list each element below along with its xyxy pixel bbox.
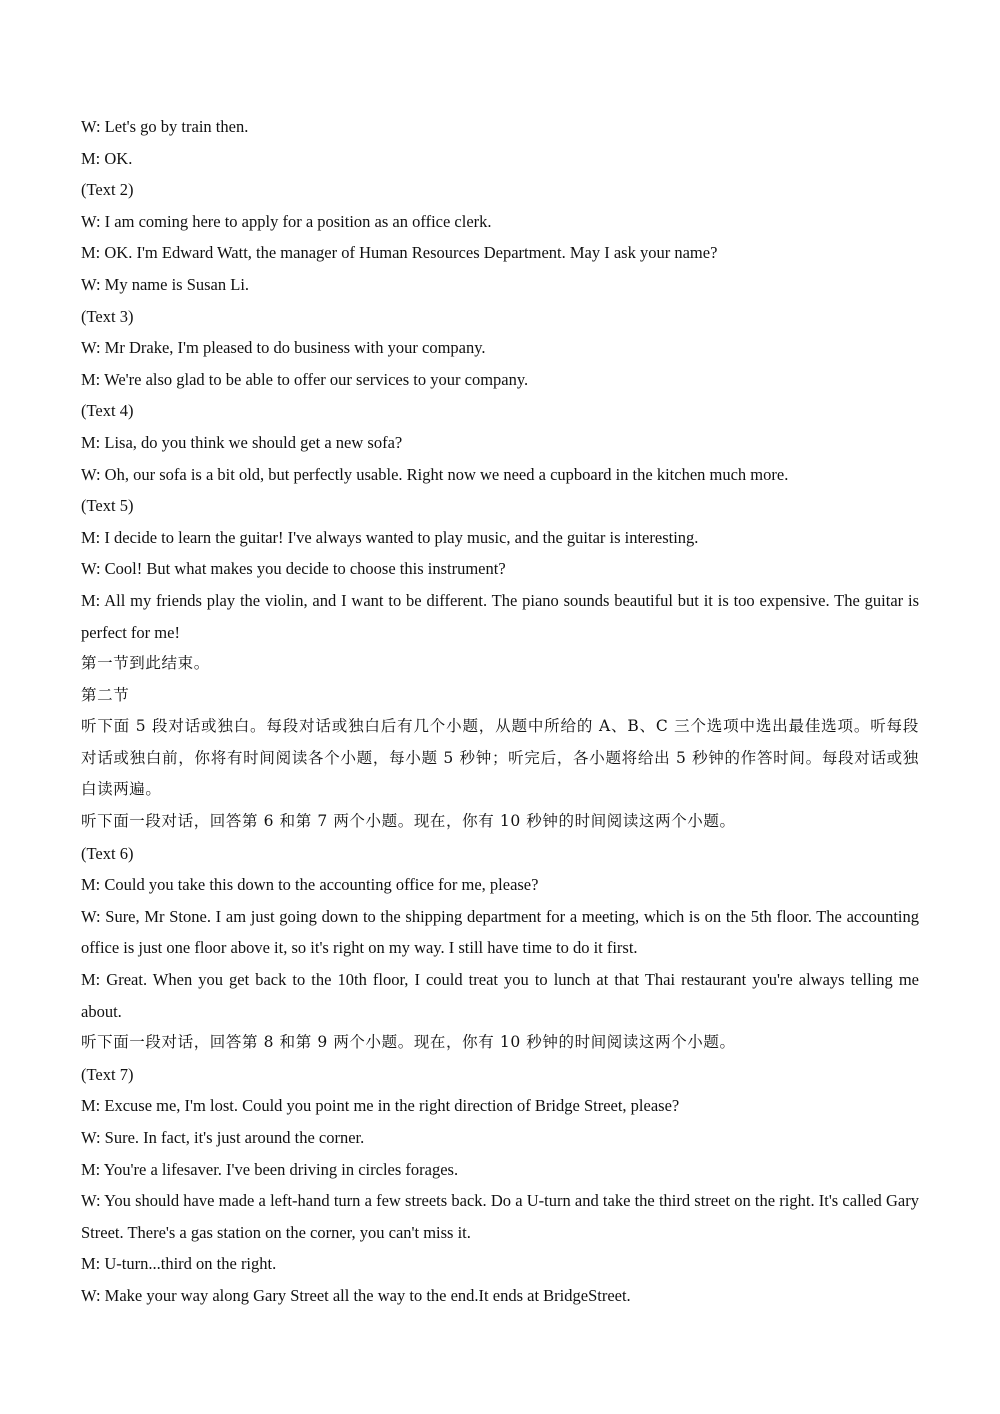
dialogue-line: M: Excuse me, I'm lost. Could you point me in the right direction of Bridge Street, please? [81, 1096, 680, 1116]
section-instructions: 听下面 5 段对话或独白。每段对话或独白后有几个小题，从题中所给的 A、B、C 三个选项中选出最佳选项。听每段对话或独白前，你将有时间阅读各个小题，每小题 5 秒钟；听完后，各小题将给出 5 秒钟的作答时间。每段对话或独白读两遍。 [81, 717, 919, 799]
section-title: 第二节 [81, 685, 130, 704]
dialogue-line: M: All my friends play the violin, and I want to be different. The piano sounds beautiful but it is too expensive. The guitar is perfect for me! [81, 590, 919, 642]
dialogue-line: W: My name is Susan Li. [81, 274, 250, 294]
section-end-note: 第一节到此结束。 [81, 654, 210, 673]
dialogue-line: W: Sure. In fact, it's just around the corner. [81, 1128, 365, 1147]
section-heading-text-7: (Text 7) [81, 1064, 134, 1084]
dialogue-line: W: Sure, Mr Stone. I am just going down to the shipping department for a meeting, which is on the 5th floor. The accounting office is just one floor above it, so it's right on my way. I still have time to do it first. [81, 906, 919, 958]
dialogue-line: M: OK. [81, 148, 133, 168]
dialogue-line: M: Lisa, do you think we should get a new sofa? [81, 432, 403, 452]
dialogue-line: W: Mr Drake, I'm pleased to do business with your company. [81, 338, 486, 358]
dialogue-line: M: OK. I'm Edward Watt, the manager of Human Resources Department. May I ask your name? [81, 243, 718, 263]
section-heading-text-6: (Text 6) [81, 843, 134, 863]
dialogue-line: W: Oh, our sofa is a bit old, but perfectly usable. Right now we need a cupboard in the kitchen much more. [81, 464, 789, 484]
question-instruction: 听下面一段对话，回答第 8 和第 9 两个小题。现在，你有 10 秒钟的时间阅读这两个小题。 [81, 1033, 736, 1052]
dialogue-line: M: We're also glad to be able to offer our services to your company. [81, 369, 529, 389]
dialogue-line: M: I decide to learn the guitar! I've always wanted to play music, and the guitar is interesting. [81, 527, 699, 547]
section-heading-text-2: (Text 2) [81, 180, 134, 200]
dialogue-line: M: You're a lifesaver. I've been driving in circles forages. [81, 1159, 459, 1179]
dialogue-line: M: Great. When you get back to the 10th floor, I could treat you to lunch at that Thai restaurant you're always telling me about. [81, 970, 919, 1021]
dialogue-line: W: You should have made a left-hand turn a few streets back. Do a U-turn and take the third street on the right. It's called Gary Street. There's a gas station on the corner, you can't miss it. [81, 1191, 919, 1242]
dialogue-line: W: Let's go by train then. [81, 117, 249, 136]
section-heading-text-4: (Text 4) [81, 401, 134, 421]
section-heading-text-3: (Text 3) [81, 306, 134, 326]
document-page [81, 111, 919, 1312]
dialogue-line: W: I am coming here to apply for a position as an office clerk. [81, 211, 492, 231]
section-heading-text-5: (Text 5) [81, 496, 134, 516]
dialogue-line: W: Cool! But what makes you decide to choose this instrument? [81, 559, 506, 579]
dialogue-line: M: Could you take this down to the accounting office for me, please? [81, 875, 539, 895]
dialogue-line: W: Make your way along Gary Street all the way to the end.It ends at BridgeStreet. [81, 1285, 631, 1305]
question-instruction: 听下面一段对话，回答第 6 和第 7 两个小题。现在，你有 10 秒钟的时间阅读这两个小题。 [81, 812, 736, 831]
dialogue-line: M: U-turn...third on the right. [81, 1254, 277, 1274]
